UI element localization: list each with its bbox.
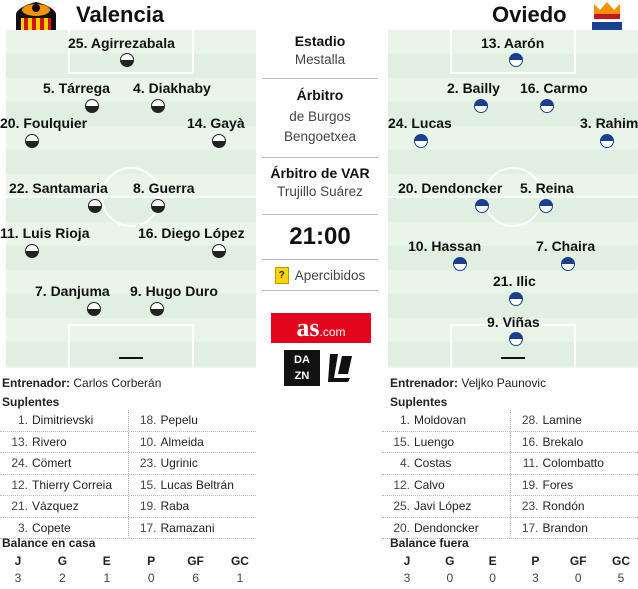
away-balance-heading: Balance fuera	[390, 536, 469, 550]
stadium-label: Estadio	[294, 33, 346, 49]
player-marker	[87, 302, 101, 316]
player-marker	[212, 134, 226, 148]
goal-line-mark	[119, 357, 143, 359]
player-bailly[interactable]: 2. Bailly	[447, 80, 567, 112]
home-coach: Entrenador: Carlos Corberán	[2, 376, 162, 390]
player-marker	[151, 99, 165, 113]
away-subs-table	[382, 410, 638, 539]
player-marker	[600, 134, 614, 148]
home-balance-table: J G E P GF GC 3 2 1 0 6 1	[14, 554, 249, 585]
booked-label: Apercibidos	[294, 267, 366, 283]
player-guerra[interactable]: 8. Guerra	[133, 180, 253, 212]
list-item[interactable]: 25. Javi López 23. Rondón	[382, 496, 638, 518]
player-marker	[88, 199, 102, 213]
player-marker	[150, 302, 164, 316]
booked-row	[258, 260, 382, 290]
divider	[262, 290, 378, 291]
player-hugo-duro[interactable]: 9. Hugo Duro	[130, 283, 250, 315]
pitch-penalty-area-bottom	[68, 324, 194, 368]
player-marker	[539, 199, 553, 213]
goal-line-mark	[501, 357, 525, 359]
away-team-name: Oviedo	[492, 2, 567, 27]
player-marker	[474, 99, 488, 113]
player-ilic[interactable]: 21. Ilic	[493, 273, 613, 305]
home-subs-table	[0, 410, 256, 539]
player-marker	[475, 199, 489, 213]
player-tarrega[interactable]: 5. Tárrega	[43, 80, 163, 112]
player-diakhaby[interactable]: 4. Diakhaby	[133, 80, 253, 112]
player-marker	[540, 99, 554, 113]
away-subs-heading: Suplentes	[390, 395, 448, 409]
player-lucas[interactable]: 24. Lucas	[388, 115, 508, 147]
laliga-logo-icon	[324, 352, 356, 384]
list-item[interactable]: 1. Dimitrievski 18. Pepelu	[0, 410, 256, 432]
home-balance-heading: Balance en casa	[2, 536, 96, 550]
player-marker	[453, 257, 467, 271]
player-aaron[interactable]: 13. Aarón	[481, 35, 601, 67]
player-marker	[25, 134, 39, 148]
list-item[interactable]: 24. Cömert 23. Ugrinic	[0, 453, 256, 475]
player-agirrezabala[interactable]: 25. Agirrezabala	[68, 35, 198, 67]
yellow-card-icon: ?	[275, 267, 289, 284]
list-item[interactable]: 13. Rivero 10. Almeida	[0, 432, 256, 454]
player-diego-lopez[interactable]: 16. Diego López	[138, 225, 258, 257]
player-hassan[interactable]: 10. Hassan	[408, 238, 528, 270]
as-logo[interactable]: as .com	[271, 313, 371, 343]
player-marker	[120, 53, 134, 67]
home-team-name: Valencia	[76, 2, 165, 27]
list-item[interactable]: 20. Dendoncker 17. Brandon	[382, 518, 638, 540]
player-gaya[interactable]: 14. Gayà	[187, 115, 249, 147]
player-marker	[212, 244, 226, 258]
list-item[interactable]: 21. Vázquez 19. Raba	[0, 496, 256, 518]
player-marker	[85, 99, 99, 113]
home-subs-heading: Suplentes	[2, 395, 60, 409]
away-coach: Entrenador: Veljko Paunovic	[390, 376, 547, 390]
var-referee-label: Árbitro de VAR	[270, 165, 370, 181]
player-carmo[interactable]: 16. Carmo	[520, 80, 638, 112]
list-item[interactable]: 3. Copete 17. Ramazani	[0, 518, 256, 540]
player-marker	[25, 244, 39, 258]
player-reina[interactable]: 5. Reina	[520, 180, 638, 212]
var-referee-value: Trujillo Suárez	[277, 184, 363, 199]
player-marker	[509, 53, 523, 67]
player-marker	[509, 292, 523, 306]
list-item[interactable]: 1. Moldovan 28. Lamine	[382, 410, 638, 432]
player-luis-rioja[interactable]: 11. Luis Rioja	[0, 225, 120, 257]
player-danjuma[interactable]: 7. Danjuma	[35, 283, 155, 315]
player-rahim[interactable]: 3. Rahim	[580, 115, 638, 147]
player-dendoncker[interactable]: 20. Dendoncker	[398, 180, 518, 212]
referee-label: Árbitro	[296, 87, 344, 103]
match-info-panel	[258, 30, 382, 291]
player-marker	[151, 199, 165, 213]
player-santamaria[interactable]: 22. Santamaria	[9, 180, 129, 212]
dazn-logo: DAZN	[284, 350, 320, 386]
player-foulquier[interactable]: 20. Foulquier	[0, 115, 120, 147]
player-marker	[414, 134, 428, 148]
list-item[interactable]: 4. Costas 11. Colombatto	[382, 453, 638, 475]
list-item[interactable]: 12. Calvo 19. Fores	[382, 475, 638, 497]
player-marker	[561, 257, 575, 271]
away-balance-table: J G E P GF GC 3 0 0 3 0 5	[403, 554, 630, 585]
player-marker	[509, 332, 523, 346]
stadium-value: Mestalla	[294, 52, 346, 67]
referee-value: de Burgos Bengoetxea	[283, 109, 357, 144]
list-item[interactable]: 12. Thierry Correia 15. Lucas Beltrán	[0, 475, 256, 497]
kickoff-time: 21:00	[289, 223, 351, 250]
player-chaira[interactable]: 7. Chaira	[536, 238, 638, 270]
player-vinas[interactable]: 9. Viñas	[487, 314, 607, 346]
list-item[interactable]: 15. Luengo 16. Brekalo	[382, 432, 638, 454]
